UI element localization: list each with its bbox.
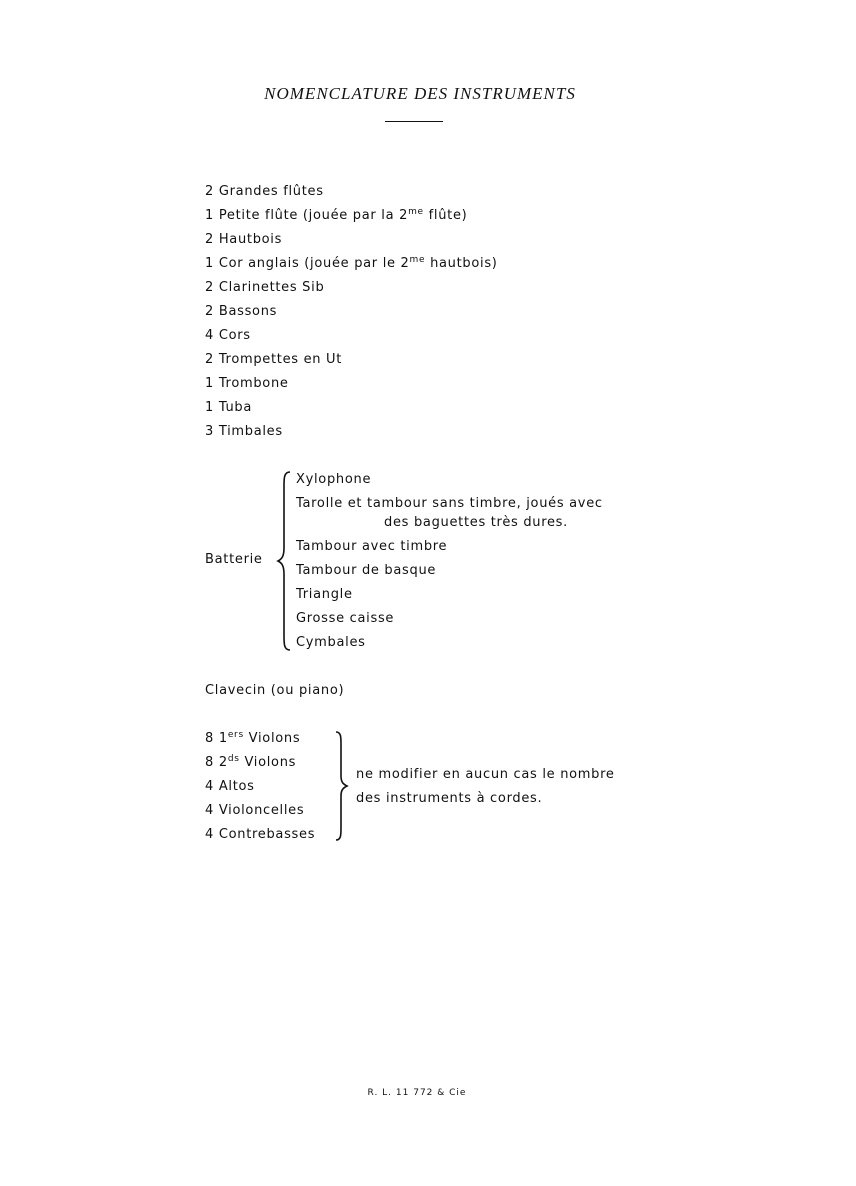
string-item: 8 1ers Violons [205,730,301,746]
publisher-footer: R. L. 11 772 & Cie [367,1088,467,1098]
strings-note: ne modifier en aucun cas le nombre [356,767,615,782]
wind-item: 1 Trombone [205,376,289,391]
wind-item: 1 Petite flûte (jouée par la $2^{me}$ flûte) [205,207,468,223]
wind-item: 2 Bassons [205,304,278,319]
percussion-brace [276,470,292,652]
strings-brace [334,730,350,842]
string-item: 4 Violoncelles [205,803,305,818]
wind-item: 2 Trompettes en Ut [205,352,343,367]
string-item: 8 $2^{ds}$ Violons [205,754,297,770]
string-item: 4 Altos [205,779,255,794]
percussion-label: Batterie [205,552,263,567]
percussion-item: Xylophone [296,472,372,487]
wind-item: 2 Grandes flûtes [205,184,324,199]
wind-item: 1 Cor anglais (jouée par le $2^{me}$ hautbois) [205,255,498,271]
wind-item: 4 Cors [205,328,251,343]
percussion-item-continued: des baguettes très dures. [384,515,568,530]
wind-item: 1 Tuba [205,400,253,415]
wind-item: 2 Hautbois [205,232,283,247]
percussion-item: Triangle [296,587,353,602]
strings-note: des instruments à cordes. [356,791,543,806]
percussion-item: Cymbales [296,635,366,650]
page-title: NOMENCLATURE DES INSTRUMENTS [264,84,576,103]
percussion-item: Tarolle et tambour sans timbre, joués avec [296,496,603,511]
percussion-item: Tambour avec timbre [296,539,448,554]
wind-item: 3 Timbales [205,424,283,439]
keyboard-item: Clavecin (ou piano) [205,683,345,698]
wind-item: 2 Clarinettes Sib [205,280,325,295]
title-underline [385,121,443,122]
string-item: 4 Contrebasses [205,827,316,842]
percussion-item: Grosse caisse [296,611,395,626]
percussion-item: Tambour de basque [296,563,437,578]
